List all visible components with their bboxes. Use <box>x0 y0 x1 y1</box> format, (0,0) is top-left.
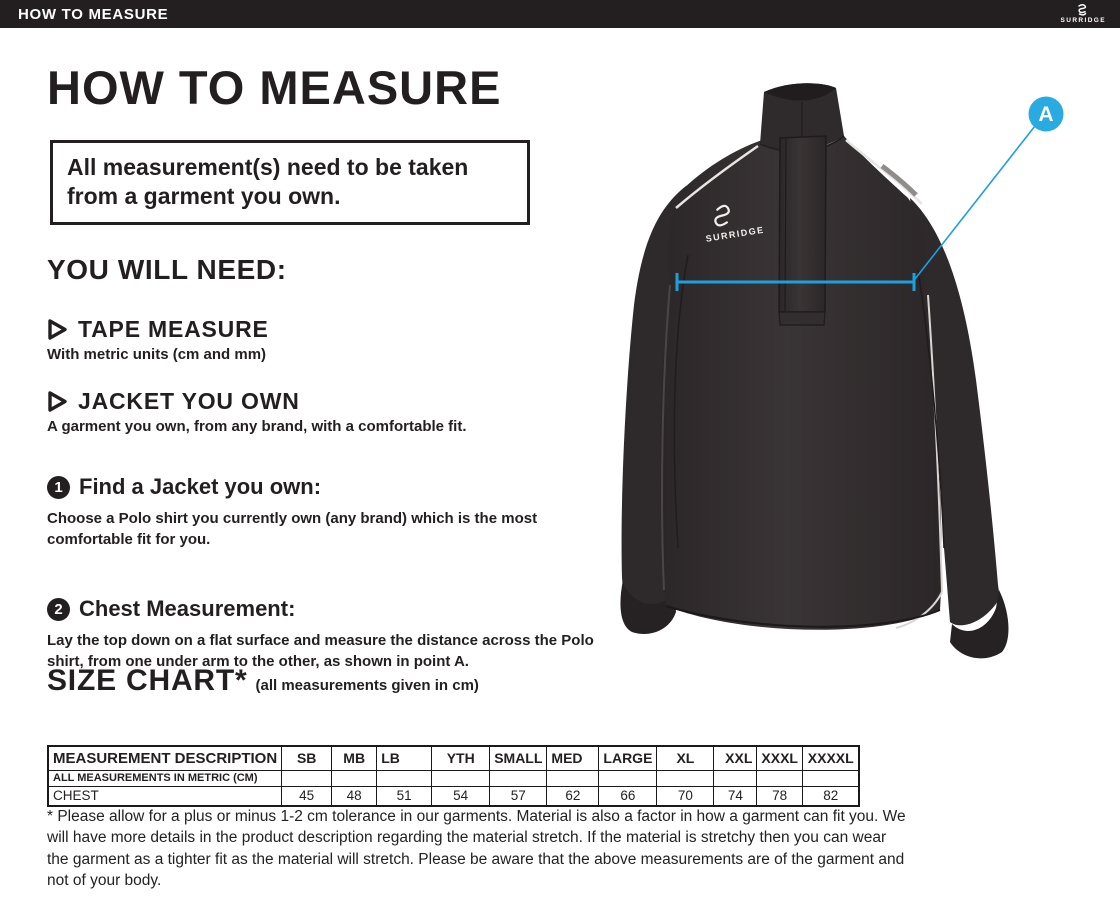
step-2 <box>47 596 595 672</box>
table-row <box>48 786 859 806</box>
size-chart-heading <box>47 664 479 698</box>
step-number-badge: 1 <box>47 476 70 499</box>
page-title: HOW TO MEASURE <box>47 61 502 114</box>
need-item-title: TAPE MEASURE <box>78 316 269 342</box>
value-cell: 78 <box>757 786 803 806</box>
step-description: Lay the top down on a flat surface and measure the distance across the Polo shirt, from one under arm to the other, as shown in point A. <box>47 632 594 670</box>
value-cell <box>282 770 332 786</box>
garment-logo-text: SURRIDGE <box>704 224 766 244</box>
annotation-point-a-label: A <box>1038 103 1054 126</box>
size-chart-table-body <box>48 770 859 806</box>
row-label-cell: CHEST <box>48 786 282 806</box>
column-header: YTH <box>432 746 490 770</box>
column-header: LARGE <box>599 746 657 770</box>
you-will-need-heading: YOU WILL NEED: <box>47 254 287 285</box>
column-header: XXXL <box>757 746 803 770</box>
step-title: Find a Jacket you own: <box>79 474 322 499</box>
step-1 <box>47 474 595 550</box>
size-chart-footnote: * Please allow for a plus or minus 1-2 cm tolerance in our garments. Material is also a factor in how a garment can fit you. We will have more details in the product description regarding the material stretch. If the material is stretchy then you can wear the garment as a tighter fit as the material will stretch. Please be aware that the above measurements are of the garment and not of your body. <box>47 808 906 890</box>
value-cell: 82 <box>802 786 859 806</box>
placket-hem <box>779 312 825 325</box>
column-header: SMALL <box>490 746 547 770</box>
value-cell <box>490 770 547 786</box>
need-item-desc: A garment you own, from any brand, with a comfortable fit. <box>47 418 467 435</box>
jacket-product-image <box>612 80 1082 672</box>
value-cell <box>657 770 714 786</box>
value-cell <box>802 770 859 786</box>
annotation-leader-line <box>915 126 1035 279</box>
size-chart-title: SIZE CHART* <box>47 664 248 697</box>
value-cell: 70 <box>657 786 714 806</box>
top-bar-title: HOW TO MEASURE <box>18 5 169 23</box>
value-cell <box>599 770 657 786</box>
value-cell <box>547 770 599 786</box>
size-chart-subtitle: (all measurements given in cm) <box>255 677 479 694</box>
size-chart-table <box>47 745 860 807</box>
surridge-logo[interactable] <box>1060 4 1106 25</box>
measurement-notice: All measurement(s) need to be taken from a garment you own. <box>50 140 530 225</box>
value-cell <box>757 770 803 786</box>
step-description: Choose a Polo shirt you currently own (any brand) which is the most comfortable fit for you. <box>47 510 538 548</box>
column-header: XXL <box>714 746 757 770</box>
value-cell: 62 <box>547 786 599 806</box>
value-cell: 57 <box>490 786 547 806</box>
value-cell: 45 <box>282 786 332 806</box>
column-header: XXXXL <box>802 746 859 770</box>
column-header: LB <box>377 746 432 770</box>
value-cell: 54 <box>432 786 490 806</box>
column-header: MED <box>547 746 599 770</box>
column-header: MEASUREMENT DESCRIPTION <box>48 746 282 770</box>
column-header: MB <box>332 746 377 770</box>
value-cell <box>332 770 377 786</box>
value-cell: 51 <box>377 786 432 806</box>
need-item-title: JACKET YOU OWN <box>78 388 300 414</box>
size-chart-table-head <box>48 746 859 770</box>
triangle-bullet-icon <box>47 390 68 413</box>
surridge-s-icon <box>1074 4 1092 17</box>
need-item-desc: With metric units (cm and mm) <box>47 346 267 363</box>
row-label-cell: ALL MEASUREMENTS IN METRIC (CM) <box>48 770 282 786</box>
value-cell <box>432 770 490 786</box>
table-row <box>48 770 859 786</box>
step-title: Chest Measurement: <box>79 596 296 621</box>
value-cell: 66 <box>599 786 657 806</box>
column-header: XL <box>657 746 714 770</box>
surridge-wordmark: SURRIDGE <box>1060 16 1106 24</box>
need-item-tape-measure <box>47 316 269 363</box>
table-header-row <box>48 746 859 770</box>
column-header: SB <box>282 746 332 770</box>
triangle-bullet-icon <box>47 318 68 341</box>
value-cell <box>377 770 432 786</box>
need-item-jacket <box>47 388 466 435</box>
value-cell: 74 <box>714 786 757 806</box>
value-cell <box>714 770 757 786</box>
step-number-badge: 2 <box>47 598 70 621</box>
top-bar <box>0 0 1120 28</box>
value-cell: 48 <box>332 786 377 806</box>
